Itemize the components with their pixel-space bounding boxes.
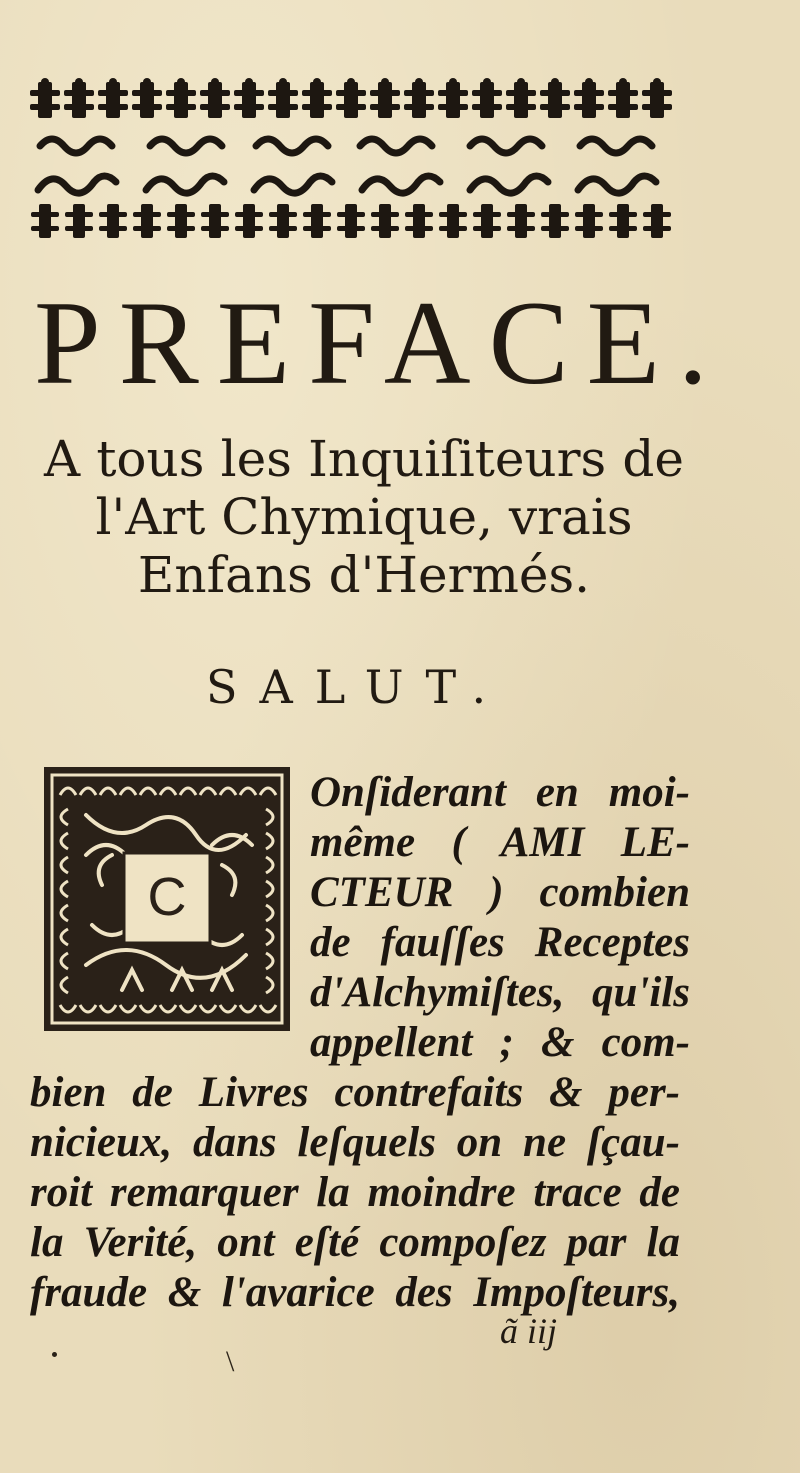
ornament-row-fleurons-bottom xyxy=(30,202,672,242)
text-line: roit remarquer la moindre trace de xyxy=(30,1169,680,1216)
dedication xyxy=(44,430,684,604)
signature-mark: ã iij xyxy=(500,1311,558,1351)
text-line: d'Alchymiſtes, qu'ils xyxy=(310,969,690,1016)
dedication-line-1: A tous les Inquiſiteurs de xyxy=(44,430,684,488)
ornament-row-scrolls-lower xyxy=(30,168,672,198)
salutation: SALUT. xyxy=(206,660,509,714)
text-line: appellent ; & com- xyxy=(310,1019,690,1066)
text-line: nicieux, dans leſquels on ne ſçau- xyxy=(30,1119,680,1166)
ink-speck xyxy=(52,1352,57,1357)
text-line: Onſiderant en moi- xyxy=(310,769,690,816)
body-text-full-width xyxy=(30,1068,680,1318)
text-line: CTEUR ) combien xyxy=(310,869,690,916)
text-line: la Verité, ont eſté compoſez par la xyxy=(30,1219,680,1266)
ornament-row-scrolls xyxy=(30,130,672,162)
text-line: même ( AMI LE- xyxy=(310,819,690,866)
dedication-line-2: l'Art Chymique, vrais xyxy=(95,488,633,546)
drop-cap-initial xyxy=(42,765,292,1033)
text-line: fraude & l'avarice des Impoſteurs, xyxy=(30,1269,680,1316)
page-title: PREFACE. xyxy=(34,276,726,409)
ornament-row-fleurons-top xyxy=(30,78,672,122)
drop-cap-letter: C xyxy=(147,867,187,927)
text-line: de fauſſes Receptes xyxy=(310,919,690,966)
stray-mark: \ xyxy=(226,1345,235,1378)
text-line: bien de Livres contrefaits & per- xyxy=(30,1069,680,1116)
body-text-beside-initial xyxy=(310,768,690,1068)
dedication-line-3: Enfans d'Hermés. xyxy=(137,546,591,604)
